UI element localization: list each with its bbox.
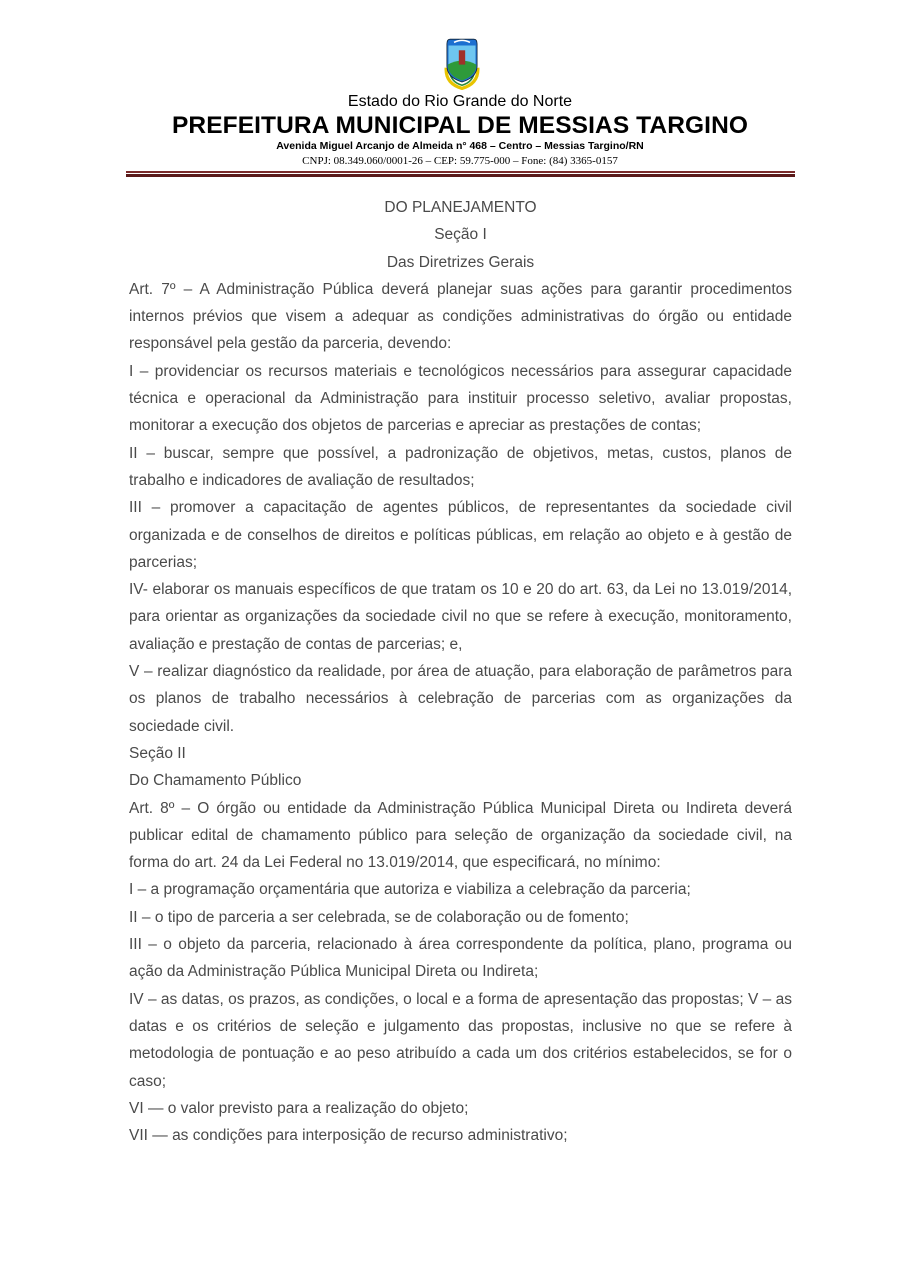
document-body	[129, 194, 792, 1149]
letterhead	[0, 0, 900, 180]
coat-of-arms-icon	[442, 36, 482, 90]
paragraph: V – realizar diagnóstico da realidade, por área de atuação, para elaboração de parâmetros para os planos de trabalho necessários à celebração de parcerias com as organizações da sociedade civil.	[129, 663, 792, 735]
paragraph: Art. 8º – O órgão ou entidade da Administração Pública Municipal Direta ou Indireta deverá publicar edital de chamamento público para seleção de organização da sociedade civil, na forma do art. 24 da Lei Federal no 13.019/2014, que especificará, no mínimo:	[129, 799, 792, 872]
chapter-heading: DO PLANEJAMENTO	[384, 199, 537, 216]
paragraph: II – buscar, sempre que possível, a padronização de objetivos, metas, custos, planos de trabalho e indicadores de avaliação de resultados;	[129, 444, 792, 489]
state-name: Estado do Rio Grande do Norte	[347, 93, 573, 110]
section-heading: Seção II	[129, 744, 186, 762]
paragraph: IV- elaborar os manuais específicos de que tratam os 10 e 20 do art. 63, da Lei no 13.019/2014, para orientar as organizações da sociedade civil no que se refere à execução, monitoramento, avaliação e prestação de contas de parcerias; e,	[129, 581, 792, 653]
paragraph: II – o tipo de parceria a ser celebrada, se de colaboração ou de fomento;	[129, 908, 629, 926]
contact-info: CNPJ: 08.349.060/0001-26 – CEP: 59.775-000 – Fone: (84) 3365-0157	[302, 155, 618, 167]
paragraph: VII — as condições para interposição de recurso administrativo;	[129, 1127, 568, 1145]
section-subheading: Do Chamamento Público	[129, 772, 302, 790]
paragraph: IV – as datas, os prazos, as condições, o local e a forma de apresentação das propostas; V – as datas e os critérios de seleção e julgamento das propostas, inclusive no que se refere à metodologia de pontuação e ao peso atribuído a cada um dos critérios estabelecidos, se for o caso;	[129, 990, 792, 1090]
section-heading: Seção I	[434, 226, 487, 244]
paragraph: I – a programação orçamentária que autoriza e viabiliza a celebração da parceria;	[129, 881, 691, 899]
section-subheading: Das Diretrizes Gerais	[386, 253, 535, 271]
divider	[126, 174, 795, 177]
divider	[126, 171, 795, 173]
paragraph: III – promover a capacitação de agentes públicos, de representantes da sociedade civil organizada e de conselhos de direitos e políticas públicas, em relação ao objeto e à gestão de parcerias;	[129, 499, 792, 571]
paragraph: III – o objeto da parceria, relacionado à área correspondente da política, plano, programa ou ação da Administração Pública Municipal Direta ou Indireta;	[129, 936, 792, 981]
municipality-title: PREFEITURA MUNICIPAL DE MESSIAS TARGINO	[171, 112, 749, 139]
paragraph: VI — o valor previsto para a realização do objeto;	[129, 1099, 469, 1117]
paragraph: I – providenciar os recursos materiais e tecnológicos necessários para assegurar capacidade técnica e operacional da Administração para instituir processo seletivo, avaliar propostas, monitorar a execução dos objetos de parcerias e apreciar as prestações de contas;	[129, 362, 792, 435]
paragraph: Art. 7º – A Administração Pública deverá planejar suas ações para garantir procedimentos internos prévios que visem a adequar as condições administrativas do órgão ou entidade responsável pela gestão da parceria, devendo:	[129, 280, 792, 353]
address: Avenida Miguel Arcanjo de Almeida n° 468 – Centro – Messias Targino/RN	[276, 140, 644, 152]
